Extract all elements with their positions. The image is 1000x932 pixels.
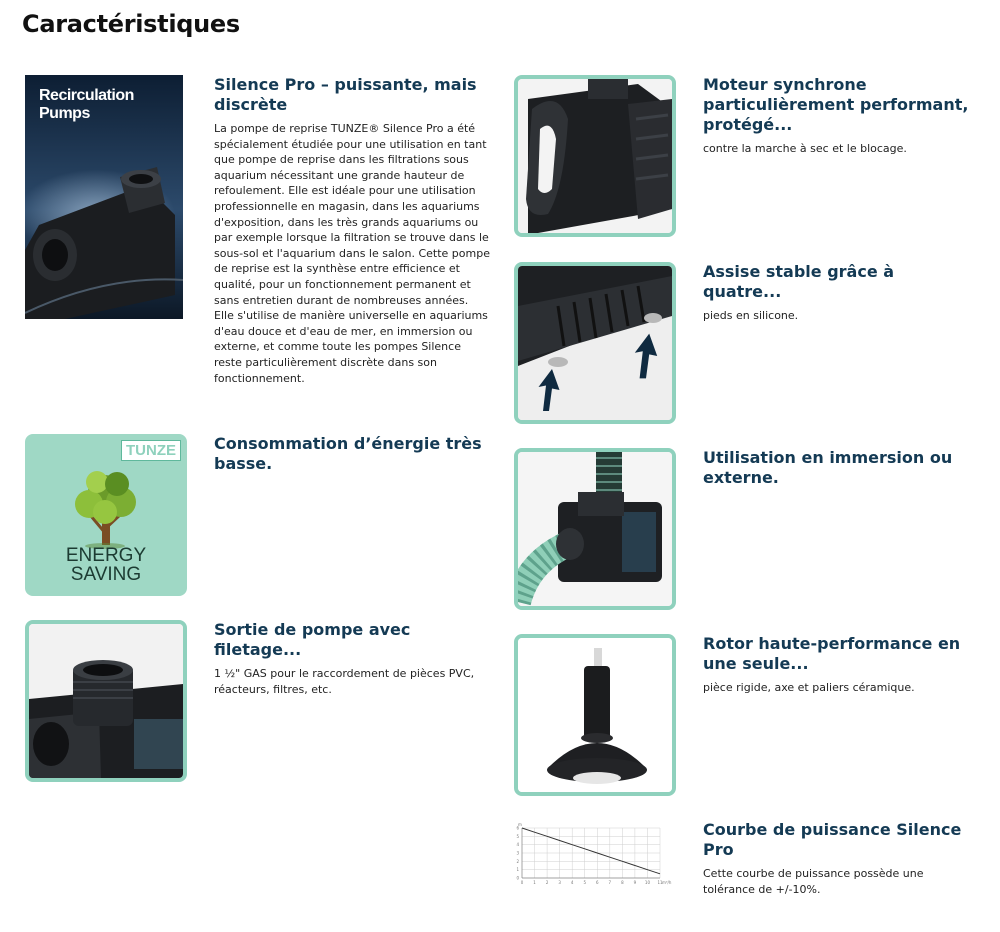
- x-tick-label: 7: [608, 880, 612, 885]
- x-tick-label: 0: [520, 880, 524, 885]
- x-tick-label: 9: [633, 880, 637, 885]
- feature-description: contre la marche à sec et le blocage.: [703, 142, 907, 155]
- feature-description: 1 ½" GAS pour le raccordement de pièces PVC, réacteurs, filtres, etc.: [214, 667, 475, 696]
- x-axis-label: m³/h: [662, 880, 672, 885]
- x-tick-label: 4: [570, 880, 574, 885]
- y-axis-label: m: [518, 822, 522, 827]
- recirculation-pumps-image: [25, 75, 183, 319]
- y-tick-label: 2: [516, 858, 519, 864]
- x-tick-label: 8: [621, 880, 624, 885]
- tunze-logo: TUNZE: [121, 440, 181, 461]
- pump-outlet-image: [25, 620, 187, 782]
- feature-title: Assise stable grâce à quatre...: [703, 262, 895, 301]
- y-tick-label: 6: [516, 825, 519, 831]
- badge-line-2: SAVING: [70, 564, 142, 585]
- y-tick-label: 3: [516, 850, 519, 856]
- feature-title: Courbe de puissance Silence Pro: [703, 820, 962, 859]
- feature-title: Consommation d’énergie très basse.: [214, 434, 482, 473]
- page-title: Caractéristiques: [22, 10, 240, 38]
- image-caption: Recirculation Pumps: [39, 87, 134, 122]
- x-tick-label: 1: [533, 880, 536, 885]
- feature-title: Silence Pro – puissante, mais discrète: [214, 75, 477, 114]
- feature-description: pieds en silicone.: [703, 309, 799, 322]
- feature-title: Sortie de pompe avec filetage...: [214, 620, 411, 659]
- series-line: [522, 828, 660, 874]
- x-tick-label: 10: [644, 880, 651, 885]
- feature-description: pièce rigide, axe et paliers céramique.: [703, 681, 915, 694]
- x-tick-label: 3: [558, 880, 561, 885]
- power-curve-chart: [510, 820, 678, 890]
- rotor-image: [514, 634, 676, 796]
- x-tick-label: 5: [583, 880, 587, 885]
- badge-line-1: ENERGY: [65, 545, 147, 566]
- arrow-up-icon: [630, 326, 662, 386]
- feature-description: La pompe de reprise TUNZE® Silence Pro a été spécialement étudiée pour une utilisation en tant que pompe de reprise dans les filtrations sous aquarium nécessitant une grande hauteur de refoulement. Elle est idéale pour une utilisation professionnelle en magasin, dans les aquariums d'exposition, dans les très grands aquariums ou par exemple lorsque la filtration se trouve dans le sous-sol et l'aquarium dans le salon. Cette pompe de reprise est la synthèse entre efficience et qualité, pour un fonctionnement permanent et sans entretien durant de nombreuses années. Elle s'utilise de manière universelle en aquariums d'eau douce et d'eau de mer, en immersion ou externe, et comme toute les pompes Silence reste particulièrement discrète dans son fonctionnement.: [214, 122, 490, 385]
- x-tick-label: 2: [545, 880, 549, 885]
- feature-description: Cette courbe de puissance possède une tolérance de +/-10%.: [703, 867, 924, 896]
- arrow-up-icon: [534, 362, 564, 418]
- x-tick-label: 6: [595, 880, 599, 885]
- feature-title: Moteur synchrone particulièrement performant, protégé...: [703, 75, 969, 134]
- silicone-feet-image: [514, 262, 676, 424]
- energy-saving-badge: [25, 434, 187, 596]
- synchronous-motor-image: [514, 75, 676, 237]
- y-tick-label: 5: [516, 833, 519, 839]
- feature-title: Rotor haute-performance en une seule...: [703, 634, 961, 673]
- y-tick-label: 0: [516, 875, 519, 881]
- x-tick-label: 11: [657, 880, 663, 885]
- immersion-pump-image: [514, 448, 676, 610]
- y-tick-label: 1: [516, 867, 519, 873]
- feature-title: Utilisation en immersion ou externe.: [703, 448, 953, 487]
- y-tick-label: 4: [516, 842, 519, 848]
